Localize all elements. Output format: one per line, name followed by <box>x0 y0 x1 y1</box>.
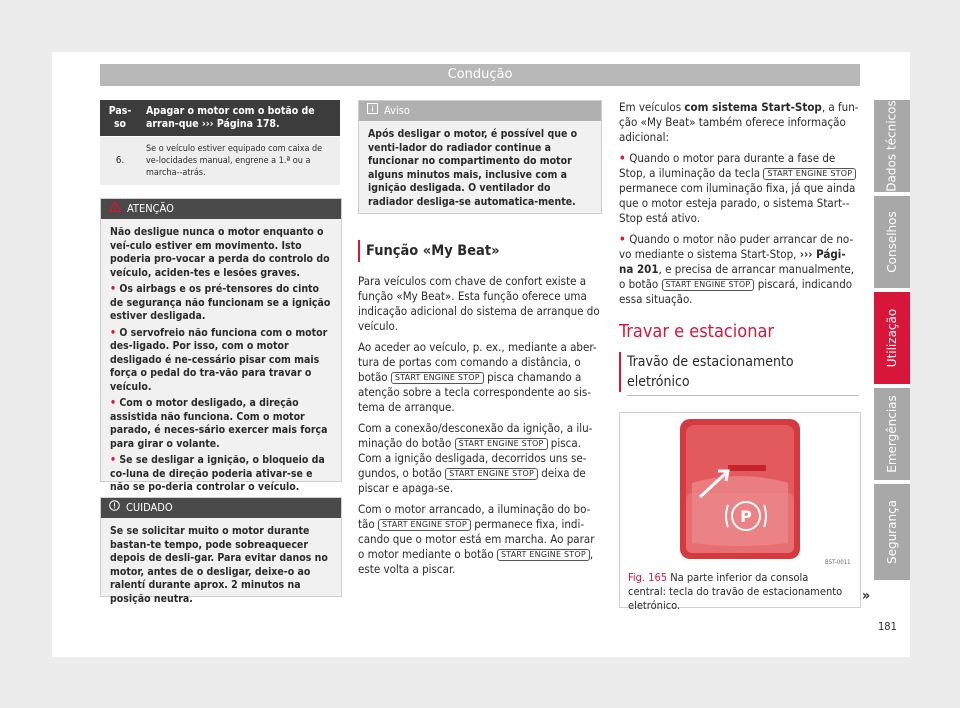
warning-item: • Com o motor desligado, a direção assistida não funciona. Com o motor parado, é neces-sário exercer mais força para girar o volante. <box>110 397 328 450</box>
warning-item: • Se se desligar a ignição, o bloqueio da co-luna de direção poderia ativar-se e não se po-deria controlar o veículo. <box>110 454 325 493</box>
note-box <box>358 100 602 214</box>
figure-caption: Fig. 165 Na parte inferior da consola central: tecla do travão de estacionamento eletrónico. <box>628 571 843 612</box>
caution-body: Se se solicitar muito o motor durante bastan-te tempo, pode sobreaquecer depois de desli-gar. Para evitar danos no motor, antes de o desligar, deixe-o ao ralentí durante aprox. 2 minutos na posição neutra. <box>110 525 328 605</box>
column-2 <box>358 240 600 583</box>
tab-utilizacao[interactable]: Utilização <box>874 292 910 384</box>
section-heading-mybeat: Função «My Beat» <box>358 240 600 262</box>
start-engine-stop-key: START ENGINE STOP <box>378 519 471 531</box>
start-engine-stop-key: START ENGINE STOP <box>391 372 484 384</box>
note-header <box>359 101 601 121</box>
column-3 <box>619 100 859 396</box>
warning-box <box>100 198 342 493</box>
warning-triangle-icon <box>109 199 121 219</box>
warning-item: • Os airbags e os pré-tensores do cinto de segurança não funcionam se a ignição estiver desligada. <box>110 283 331 322</box>
note-title: Aviso <box>384 104 410 117</box>
divider <box>627 395 859 396</box>
running-header: Condução <box>100 64 860 86</box>
figure-code: B5T-0011 <box>825 559 851 566</box>
warning-title: ATENÇÃO <box>127 202 174 215</box>
paragraph: Para veículos com chave de confort existe a função «My Beat». Esta função oferece uma indicação adicional do sistema de arranque do veículo. <box>358 274 600 333</box>
bullet-icon: • <box>110 283 120 295</box>
caution-title: CUIDADO <box>126 501 173 514</box>
table-row <box>100 137 340 186</box>
paragraph: Em veículos com sistema Start-Stop, a fun-ção «My Beat» também oferece informação adicional: <box>619 100 859 144</box>
warning-intro: Não desligue nunca o motor enquanto o veí-culo estiver em movimento. Isto poderia pro-vocar a perda do controlo do veículo, aciden-tes e lesões graves. <box>110 226 330 279</box>
tab-seguranca[interactable]: Segurança <box>874 484 910 580</box>
tab-dados-tecnicos[interactable]: Dados técnicos <box>874 100 910 192</box>
warning-header <box>101 199 341 219</box>
table-header-step: Pas-so <box>100 100 140 137</box>
subsection-title: Travão de estacionamento eletrónico <box>627 354 794 390</box>
start-engine-stop-key: START ENGINE STOP <box>497 549 590 561</box>
column-1 <box>100 100 340 185</box>
tab-conselhos[interactable]: Conselhos <box>874 196 910 288</box>
bullet-icon: • <box>619 232 630 246</box>
figure-number: Fig. 165 <box>628 571 668 584</box>
list-item: • Quando o motor não puder arrancar de no-vo mediante o sistema Start-Stop, ››› Pági-na 201, e precisa de arrancar manualmente, o botão START ENGINE STOP piscará, indicando essa situação. <box>619 232 855 306</box>
page-reference-link[interactable]: ››› Pági-na 201 <box>619 247 846 276</box>
bullet-icon: • <box>110 397 120 409</box>
steps-table <box>100 100 340 185</box>
continue-marker: » <box>862 588 871 604</box>
caution-box <box>100 497 342 605</box>
bullet-icon: • <box>619 151 630 165</box>
start-engine-stop-key: START ENGINE STOP <box>662 279 755 291</box>
parking-brake-image <box>620 413 860 563</box>
svg-text:P: P <box>740 507 752 526</box>
paragraph: Com o motor arrancado, a iluminação do bo-tão START ENGINE STOP permanece fixa, indi-cando que o motor está em marcha. Ao parar o motor mediante o botão START ENGINE STOP , este volta a piscar. <box>358 502 595 576</box>
caution-circle-icon <box>109 498 120 518</box>
table-header-action: Apagar o motor com o botão de arran-que ››› Página 178. <box>140 100 340 137</box>
bullet-icon: • <box>110 454 120 466</box>
warning-item: • O servofreio não funciona com o motor des-ligado. Por isso, com o motor desligado é ne-cessário pisar com mais força o pedal do tra-vão para travar o veículo. <box>110 326 328 393</box>
note-body: Após desligar o motor, é possível que o venti-lador do radiador continue a funcionar no compartimento do motor alguns minutos mais, inclusive com a ignição desligada. O ventilador do radiador desliga-se automatica-mente. <box>368 128 578 208</box>
start-engine-stop-key: START ENGINE STOP <box>455 438 548 450</box>
warning-body <box>101 219 341 505</box>
figure <box>619 412 861 612</box>
list-item: • Quando o motor para durante a fase de Stop, a iluminação da tecla START ENGINE STOP permanece com iluminação fixa, já que ainda que o motor esteja parado, o sistema Start--Stop está ativo. <box>619 151 856 225</box>
tab-emergencias[interactable]: Emergências <box>874 388 910 480</box>
start-engine-stop-key: START ENGINE STOP <box>763 168 856 180</box>
step-number: 6. <box>100 137 140 186</box>
step-text: Se o veículo estiver equipado com caixa de ve-locidades manual, engrene a 1.ª ou a marcha--atrás. <box>140 137 340 186</box>
caution-header <box>101 498 341 518</box>
chapter-title: Travar e estacionar <box>619 321 775 342</box>
info-icon <box>367 101 378 121</box>
page-number: 181 <box>878 620 897 633</box>
paragraph: Com a conexão/desconexão da ignição, a ilu-minação do botão START ENGINE STOP pisca. Com a ignição desligada, decorridos uns se-gundos, o botão START ENGINE STOP deixa de piscar e apaga-se. <box>358 421 593 495</box>
start-engine-stop-key: START ENGINE STOP <box>445 468 538 480</box>
bullet-icon: • <box>110 326 120 339</box>
paragraph: Ao aceder ao veículo, p. ex., mediante a aber-tura de portas com comando a distância, o botão START ENGINE STOP pisca chamando a atenção sobre a tecla correspondente ao sis-tema de arranque. <box>358 340 597 414</box>
